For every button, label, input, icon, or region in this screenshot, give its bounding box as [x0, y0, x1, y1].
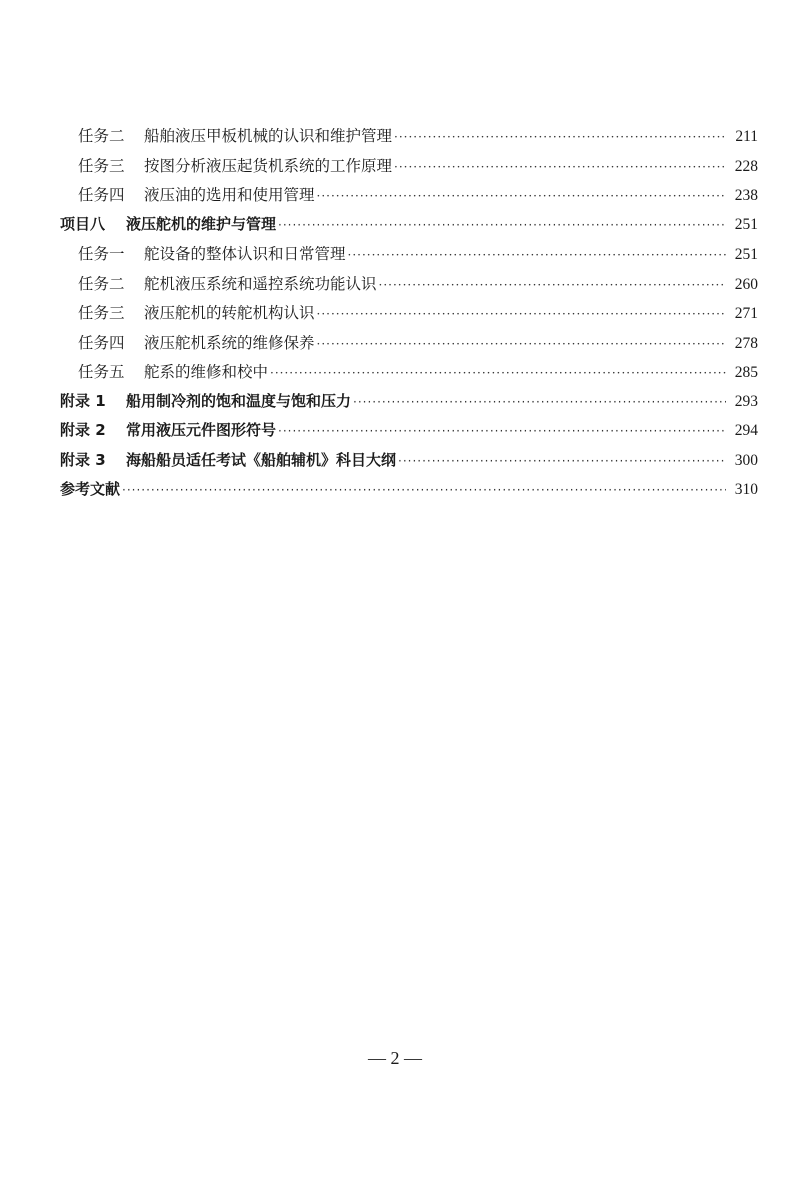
- toc-entry-label: 附录 2: [60, 421, 106, 439]
- dot-leader: [317, 337, 726, 351]
- toc-appendix-entry[interactable]: [60, 419, 758, 449]
- toc-entry-page: 310: [734, 481, 758, 498]
- toc-entry-label: 附录 3: [60, 450, 106, 469]
- toc-entry-title: 液压舵机的维护与管理: [126, 214, 277, 233]
- toc-entry[interactable]: [60, 331, 758, 361]
- toc-entry-label: 任务三: [78, 304, 125, 322]
- page-number: — 2 —: [368, 1048, 422, 1068]
- toc-entry-page: 211: [735, 128, 758, 145]
- toc-entry-title: 舵系的维修和校中: [144, 363, 269, 381]
- toc-entry-title: 舵机液压系统和遥控系统功能认识: [144, 274, 377, 293]
- toc-entry-title: 参考文献: [60, 480, 121, 498]
- toc-entry[interactable]: [60, 272, 758, 302]
- dot-leader: [379, 278, 726, 292]
- toc-entry-title: 船用制冷剂的饱和温度与饱和压力: [126, 391, 352, 410]
- dot-leader: [278, 424, 726, 438]
- dot-leader: [353, 395, 726, 409]
- toc-project-entry[interactable]: [60, 213, 758, 243]
- toc-entry-title: 常用液压元件图形符号: [126, 421, 277, 439]
- toc-entry-page: 285: [734, 364, 758, 381]
- toc-entry[interactable]: [60, 183, 758, 213]
- dot-leader: [394, 160, 726, 174]
- toc-entry-page: 251: [734, 215, 758, 233]
- toc-entry[interactable]: [60, 242, 758, 272]
- toc-references-entry[interactable]: [60, 478, 758, 508]
- dot-leader: [398, 454, 726, 468]
- toc-entry-title: 液压舵机系统的维修保养: [144, 333, 315, 352]
- dot-leader: [122, 483, 726, 497]
- toc-entry-label: 任务二: [78, 274, 125, 293]
- toc-entry-label: 任务四: [78, 186, 125, 204]
- toc-appendix-entry[interactable]: [60, 449, 758, 479]
- dot-leader: [270, 366, 726, 380]
- toc-entry-title: 液压舵机的转舵机构认识: [144, 304, 315, 322]
- toc-entry-title: 舵设备的整体认识和日常管理: [144, 245, 346, 263]
- toc-entry-label: 任务二: [78, 127, 125, 145]
- toc-entry-title: 按图分析液压起货机系统的工作原理: [144, 156, 393, 175]
- toc-entry-page: 294: [734, 422, 758, 439]
- toc-entry-title: 液压油的选用和使用管理: [144, 186, 315, 204]
- toc-entry-page: 278: [734, 334, 758, 352]
- toc-entry[interactable]: [60, 154, 758, 184]
- toc-entry-label: 任务一: [78, 245, 125, 263]
- dot-leader: [278, 218, 726, 232]
- toc-entry-label: 项目八: [60, 214, 106, 233]
- dot-leader: [317, 189, 726, 203]
- toc-entry-page: 238: [734, 187, 758, 204]
- table-of-contents: [60, 124, 758, 508]
- toc-entry-page: 228: [734, 157, 758, 175]
- dot-leader: [317, 307, 726, 321]
- toc-entry-title: 海船船员适任考试《船舶辅机》科目大纲: [126, 450, 397, 469]
- toc-entry-page: 300: [734, 451, 758, 469]
- toc-entry[interactable]: [60, 360, 758, 390]
- toc-entry-label: 任务三: [78, 156, 125, 175]
- toc-entry-page: 260: [734, 275, 758, 293]
- toc-entry-label: 附录 1: [60, 391, 106, 410]
- toc-entry-page: 293: [734, 392, 758, 410]
- dot-leader: [394, 130, 726, 144]
- toc-entry-title: 船舶液压甲板机械的认识和维护管理: [144, 127, 393, 145]
- dot-leader: [348, 248, 726, 262]
- toc-entry-page: 271: [734, 305, 758, 322]
- toc-entry-label: 任务四: [78, 333, 125, 352]
- toc-entry[interactable]: [60, 301, 758, 331]
- toc-entry[interactable]: [60, 124, 758, 154]
- toc-entry-label: 任务五: [78, 363, 125, 381]
- toc-entry-page: 251: [734, 246, 758, 263]
- toc-appendix-entry[interactable]: [60, 390, 758, 420]
